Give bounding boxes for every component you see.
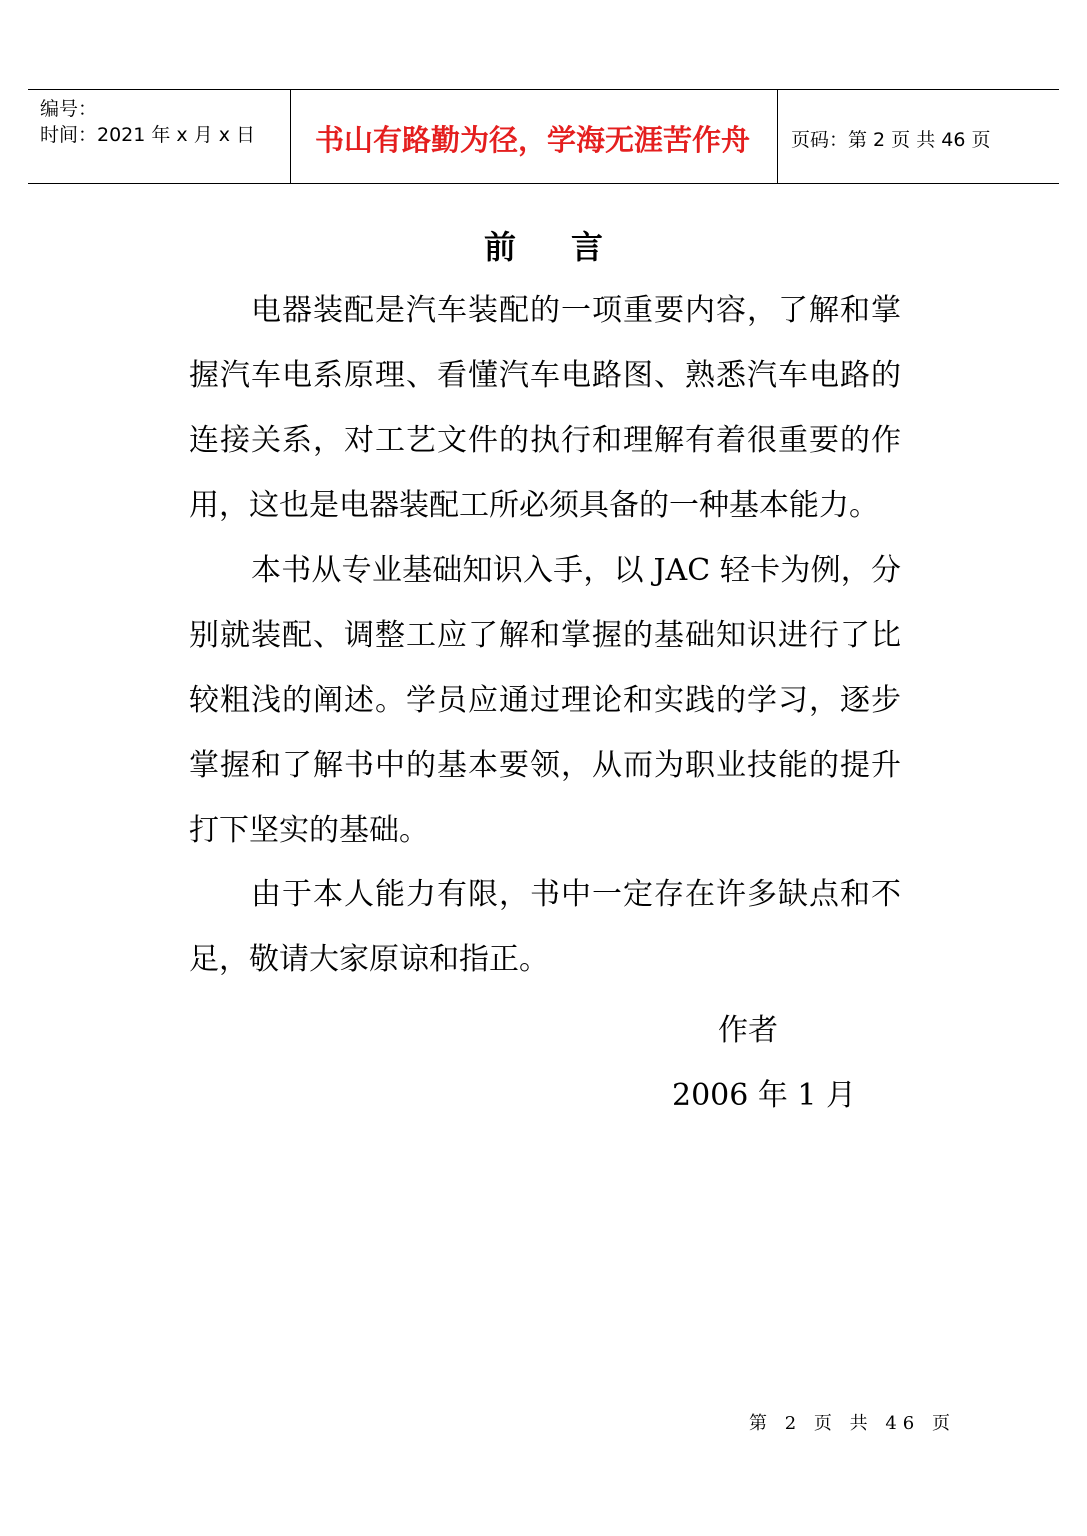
paragraph-3-text: 由于本人能力有限，书中一定存在许多缺点和不足，敬请大家原谅和指正。 [189, 877, 901, 977]
header-time-label: 时间：2021 年 x 月 x 日 [40, 124, 256, 146]
header-page-label: 页码：第 2 页 共 46 页 [791, 129, 991, 151]
page-title: 前言 [483, 228, 658, 266]
header-number-label: 编号： [40, 98, 98, 120]
header-divider-left [290, 90, 291, 183]
header-motto: 书山有路勤为径，学海无涯苦作舟 [315, 123, 751, 157]
paragraph-2 [189, 538, 901, 863]
page-footer: 第 2 页 共 46 页 [749, 1413, 956, 1434]
paragraph-2-text: 本书从专业基础知识入手，以 JAC 轻卡为例，分别就装配、调整工应了解和掌握的基础知识进行了比较粗浅的阐述。学员应通过理论和实践的学习，逐步掌握和了解书中的基本要领，从而为职业技能的提升打下坚实的基础。 [189, 553, 901, 848]
header-divider-right [777, 90, 778, 183]
paragraph-1 [189, 278, 901, 538]
signature-author: 作者 [718, 1013, 778, 1048]
paragraph-3 [189, 862, 901, 992]
paragraph-1-text: 电器装配是汽车装配的一项重要内容，了解和掌握汽车电系原理、看懂汽车电路图、熟悉汽车电路的连接关系，对工艺文件的执行和理解有着很重要的作用，这也是电器装配工所必须具备的一种基本能力。 [189, 293, 901, 523]
signature-date: 2006 年 1 月 [672, 1078, 857, 1113]
page-header [28, 89, 1059, 184]
